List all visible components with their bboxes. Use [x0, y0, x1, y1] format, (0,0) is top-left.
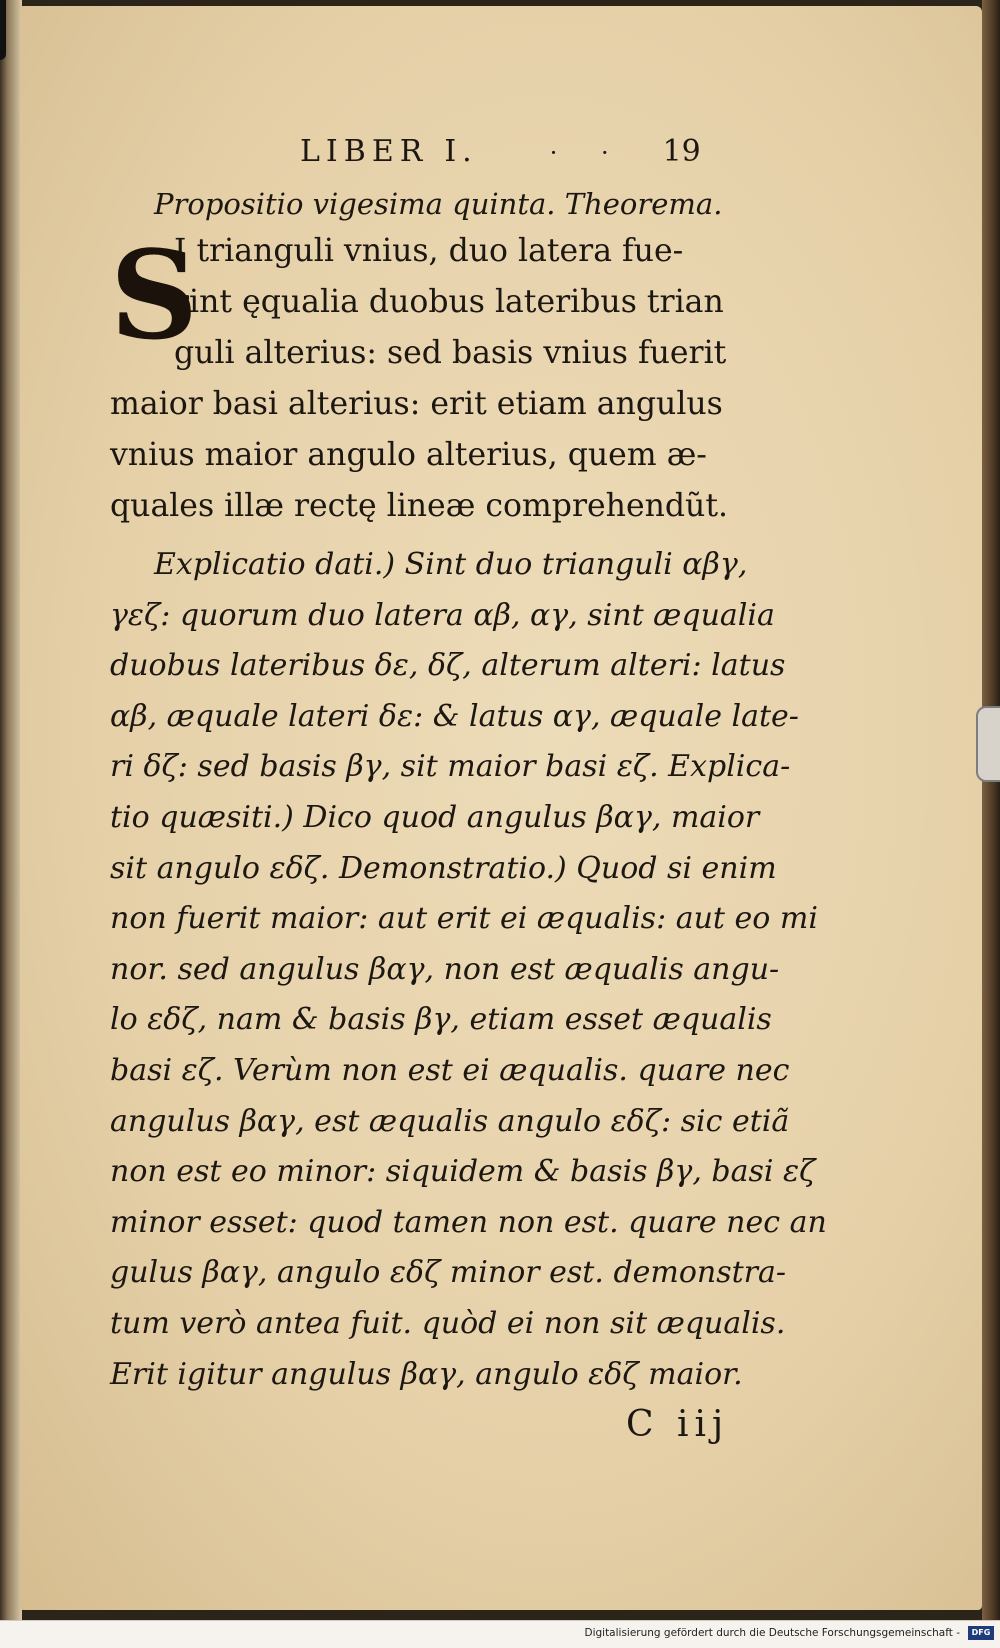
corner-shadow — [0, 0, 6, 60]
drop-cap: S — [110, 223, 199, 367]
proof-line: Erit igitur angulus βαγ, angulo εδζ maior. — [110, 1356, 743, 1392]
running-header — [110, 134, 810, 182]
header-dots: · · — [549, 139, 627, 167]
page-number: 19 — [662, 134, 701, 169]
proof-line: γεζ: quorum duo latera αβ, αγ, sint æqualia — [110, 597, 775, 633]
proof-line: basi εζ. Verùm non est ei æqualis. quare nec — [110, 1052, 790, 1088]
enunciation — [110, 223, 810, 532]
enunciation-line: quales illæ rectę lineæ comprehendũt. — [110, 488, 729, 524]
book-number: I. — [444, 134, 478, 169]
enunciation-line: rint ęqualia duobus lateribus trian — [174, 284, 724, 320]
proof-line: non fuerit maior: aut erit ei æqualis: aut eo mi — [110, 901, 818, 937]
page-tab-handle — [976, 706, 1000, 782]
enunciation-line: guli alterius: sed basis vnius fuerit — [174, 335, 727, 371]
proof-line: non est eo minor: siquidem & basis βγ, basi εζ — [110, 1154, 816, 1190]
proof-line: tum verò antea fuit. quòd ei non sit æqualis. — [110, 1305, 786, 1341]
footer-bar — [0, 1620, 1000, 1648]
proof-line: sit angulo εδζ. Demonstratio.) Quod si enim — [110, 850, 777, 886]
enunciation-line: I trianguli vnius, duo latera fue- — [174, 233, 684, 269]
proof-text — [110, 540, 827, 1400]
proof-line: lo εδζ, nam & basis βγ, etiam esset æqualis — [110, 1002, 772, 1038]
book-page — [20, 6, 982, 1610]
signature-mark: C iij — [626, 1404, 730, 1446]
page-text — [110, 134, 827, 1446]
dfg-logo: DFG — [968, 1626, 994, 1640]
proof-line: αβ, æquale lateri δε: & latus αγ, æquale late- — [110, 698, 799, 734]
footer-credit: Digitalisierung gefördert durch die Deutsche Forschungsgemeinschaft - — [584, 1627, 960, 1639]
proof-line: minor esset: quod tamen non est. quare nec an — [110, 1204, 827, 1240]
proof-line: ri δζ: sed basis βγ, sit maior basi εζ. Explica- — [110, 749, 791, 785]
proof-line: angulus βαγ, est æqualis angulo εδζ: sic etiã — [110, 1103, 790, 1139]
proof-line: duobus lateribus δε, δζ, alterum alteri: latus — [110, 648, 786, 684]
proof-line: tio quæsiti.) Dico quod angulus βαγ, maior — [110, 799, 760, 835]
facing-page-edge — [0, 0, 22, 1620]
proof-line: Explicatio dati.) Sint duo trianguli αβγ, — [154, 547, 748, 582]
enunciation-line: maior basi alterius: erit etiam angulus — [110, 386, 723, 422]
enunciation-line: vnius maior angulo alterius, quem æ- — [110, 437, 707, 473]
proposition-title: Propositio vigesima quinta. Theorema. — [154, 187, 723, 221]
proof-line: nor. sed angulus βαγ, non est æqualis angu- — [110, 951, 780, 987]
proof-line: gulus βαγ, angulo εδζ minor est. demonstra- — [110, 1255, 787, 1291]
book-edge — [982, 0, 1000, 1620]
running-title: LIBER — [300, 134, 429, 169]
